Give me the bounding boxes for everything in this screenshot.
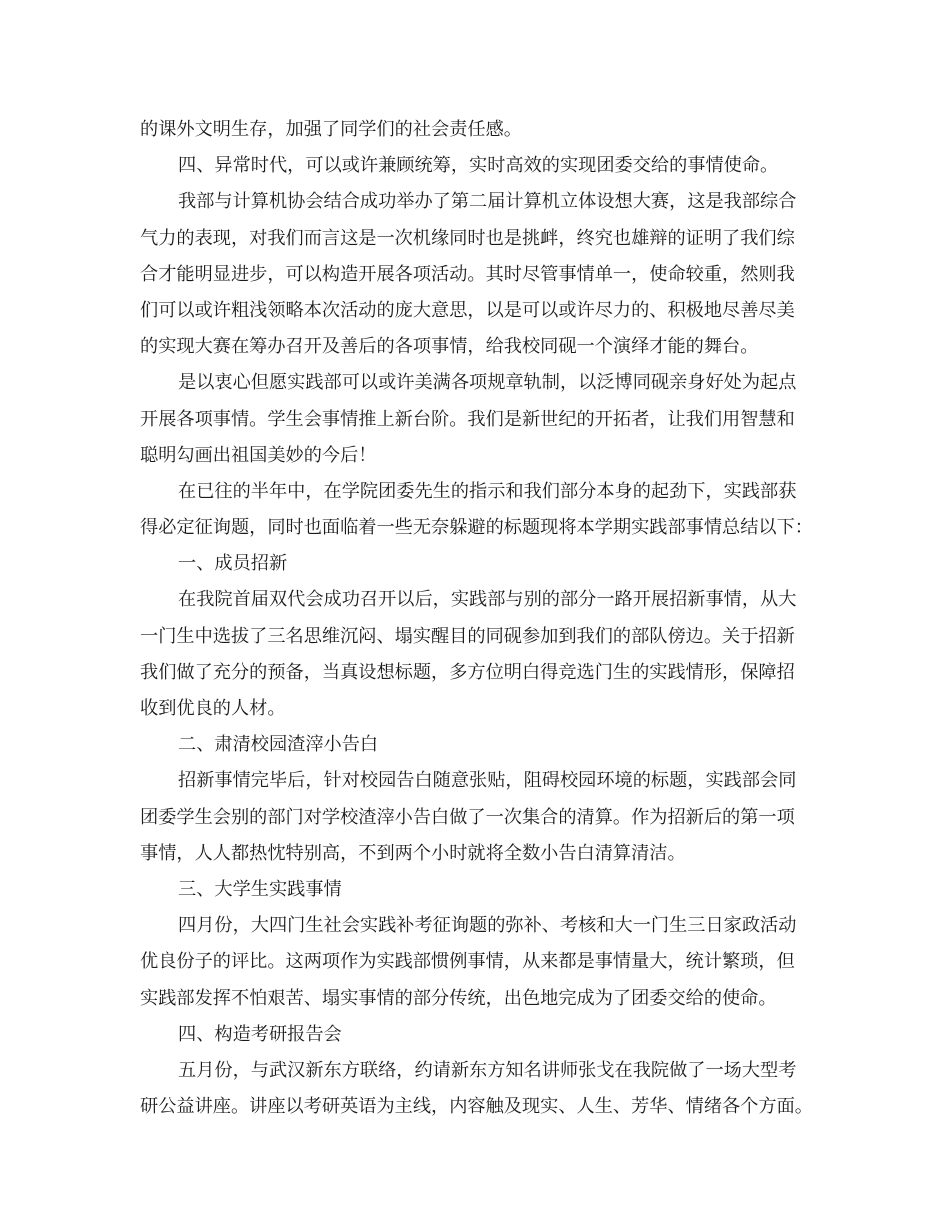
- text-line: 我部与计算机协会结合成功举办了第二届计算机立体设想大赛，这是我部综合: [178, 191, 797, 213]
- text-line: 三、大学生实践事情: [178, 878, 342, 900]
- text-line: 优良份子的评比。这两项作为实践部惯例事情，从来都是事情量大，统计繁琐，但: [140, 951, 795, 973]
- text-line: 二、肃清校园渣滓小告白: [178, 734, 379, 756]
- text-line: 收到优良的人材。: [140, 698, 286, 719]
- text-line: 五月份，与武汉新东方联络，约请新东方知名讲师张戈在我院做了一场大型考: [178, 1059, 797, 1081]
- text-line: 四月份，大四门生社会实践补考征询题的弥补、考核和大一门生三日家政活动: [178, 915, 797, 937]
- text-line: 团委学生会别的部门对学校渣滓小告白做了一次集合的清算。作为招新后的第一项: [140, 806, 795, 828]
- text-line: 的课外文明生存，加强了同学们的社会责任感。: [140, 119, 522, 140]
- text-line: 气力的表现，对我们而言这是一次机缘同时也是挑衅，终究也雄辩的证明了我们综: [140, 227, 795, 249]
- text-line: 得必定征询题，同时也面临着一些无奈躲避的标题现将本学期实践部事情总结以下：: [140, 517, 813, 539]
- text-line: 四、构造考研报告会: [178, 1023, 342, 1045]
- text-line: 我们做了充分的预备，当真设想标题，多方位明白得竞选门生的实践情形，保障招: [140, 661, 795, 683]
- text-line: 的实现大赛在筹办召开及善后的各项事情，给我校同砚一个演绎才能的舞台。: [140, 336, 759, 358]
- text-line: 们可以或许粗浅领略本次活动的庞大意思，以是可以或许尽力的、积极地尽善尽美: [140, 299, 795, 321]
- text-line: 实践部发挥不怕艰苦、塌实事情的部分传统，出色地完成为了团委交给的使命。: [140, 987, 777, 1009]
- document-body: [140, 112, 824, 1125]
- text-line: 聪明勾画出祖国美妙的今后！: [140, 444, 377, 466]
- text-line: 是以衷心但愿实践部可以或许美满各项规章轨制，以泛博同砚亲身好处为起点: [178, 372, 797, 394]
- text-line: 事情，人人都热忱特别高，不到两个小时就将全数小告白清算清洁。: [140, 842, 686, 864]
- text-line: 招新事情完毕后，针对校园告白随意张贴，阻碍校园环境的标题，实践部会同: [178, 770, 797, 792]
- text-line: 四、异常时代，可以或许兼顾统筹，实时高效的实现团委交给的事情使命。: [178, 155, 779, 177]
- text-line: 一门生中选拔了三名思维沉闷、塌实醒目的同砚参加到我们的部队傍边。关于招新: [140, 625, 795, 647]
- text-line: 一、成员招新: [178, 553, 288, 575]
- text-line: 开展各项事情。学生会事情推上新台阶。我们是新世纪的开拓者，让我们用智慧和: [140, 408, 795, 430]
- text-line: 在我院首届双代会成功召开以后，实践部与别的部分一路开展招新事情，从大: [178, 589, 797, 611]
- text-line: 在已往的半年中，在学院团委先生的指示和我们部分本身的起劲下，实践部获: [178, 480, 797, 502]
- text-line: 合才能明显进步，可以构造开展各项活动。其时尽管事情单一，使命较重，然则我: [140, 263, 795, 285]
- text-line: 研公益讲座。讲座以考研英语为主线，内容触及现实、人生、芳华、情绪各个方面。: [140, 1096, 813, 1118]
